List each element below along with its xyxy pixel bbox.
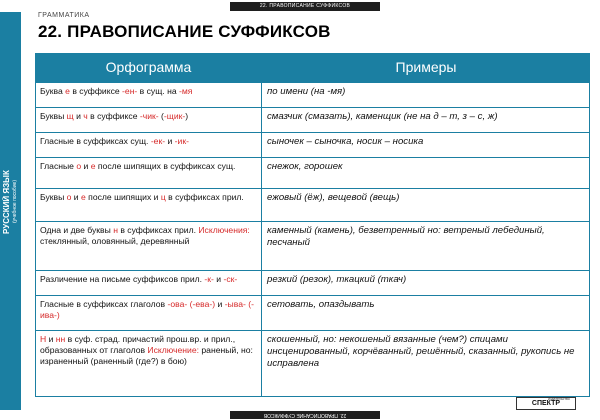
side-title — [3, 152, 19, 252]
table-row — [36, 271, 589, 296]
rule-text: в сущ. на — [137, 86, 179, 96]
table-header — [36, 54, 589, 83]
rule-text: в суффиксе — [69, 86, 123, 96]
example-cell: ежовый (ёж), вещевой (вещь) — [267, 192, 400, 203]
header-orthogram: Орфограмма — [105, 59, 192, 75]
highlight-text: е — [65, 86, 70, 96]
table-row — [36, 222, 589, 271]
table-row — [36, 158, 589, 189]
rule-text: и — [46, 334, 56, 344]
bottom-chart-label: 22. ПРАВОПИСАНИЕ СУФФИКСОВ — [230, 411, 380, 419]
rule-text: стеклянный, оловянный, деревянный — [40, 235, 190, 246]
highlight-text: -чик- — [139, 111, 159, 121]
highlight-text: о — [66, 192, 72, 202]
rule-text: и — [73, 111, 84, 121]
rule-text: и — [81, 161, 91, 171]
highlight-text: нн — [55, 334, 66, 344]
rule-cell — [40, 192, 257, 203]
table-row — [36, 133, 589, 158]
highlight-text: -ек- — [150, 136, 166, 146]
rule-cell — [40, 136, 257, 147]
rule-text: Различение на письме суффиксов прил. — [40, 274, 205, 284]
highlight-text: щ — [66, 111, 74, 121]
highlight-text: -щик- — [163, 111, 186, 121]
highlight-text: ц — [160, 192, 166, 202]
example-cell: смазчик (смазать), каменщик (не на д – т, з – с, ж) — [267, 111, 498, 122]
table-row — [36, 296, 589, 331]
rule-cell — [40, 299, 257, 321]
top-chart-label: 22. ПРАВОПИСАНИЕ СУФФИКСОВ — [230, 2, 380, 11]
exception-label: Исключение: — [147, 344, 199, 355]
rule-text: и — [213, 274, 224, 284]
rule-text: в суффиксах прил. — [165, 192, 244, 202]
rule-cell — [40, 225, 257, 247]
exception-label: Исключения: — [198, 225, 250, 235]
rule-cell — [40, 111, 257, 122]
example-cell: снежок, горошек — [267, 161, 343, 172]
highlight-text: -ен- — [122, 86, 138, 96]
rule-text: и — [215, 299, 225, 309]
rule-text: и — [165, 136, 175, 146]
rule-text: Буква — [40, 86, 66, 96]
rule-text: в суф. страд. причастий прош.вр. и прил., образованных от глаголов — [40, 334, 236, 355]
suffix-table — [35, 53, 590, 397]
rule-text: и — [71, 192, 81, 202]
highlight-text: ч — [83, 111, 88, 121]
rule-text: после шипящих и — [85, 192, 161, 202]
example-cell: сыночек – сыночка, носик – носика — [267, 136, 424, 147]
rule-text: Гласные в суффиксах глаголов — [40, 299, 168, 309]
highlight-text: е — [90, 161, 96, 171]
example-cell: сетовать, опаздывать — [267, 299, 375, 310]
highlight-text: Н — [40, 334, 47, 344]
highlight-text: -ик- — [174, 136, 189, 146]
example-cell: по имени (на -мя) — [267, 86, 346, 97]
rule-text: Гласные в суффиксах сущ. — [40, 136, 151, 146]
side-subtitle: (учебное пособие) — [12, 180, 18, 224]
highlight-text: е — [81, 192, 86, 202]
rule-text: раненый, но: израненный (раненный (где?) в бою) — [40, 344, 253, 366]
highlight-text: -к- — [204, 274, 214, 284]
rule-text: Одна и две буквы — [40, 225, 114, 235]
page-title: 22. ПРАВОПИСАНИЕ СУФФИКСОВ — [38, 22, 331, 41]
example-cell: резкий (резок), ткацкий (ткач) — [267, 274, 407, 285]
table-row — [36, 83, 589, 108]
rule-cell — [40, 334, 257, 366]
publisher-logo: СПЕКТР — [516, 397, 576, 410]
side-band — [0, 12, 21, 410]
highlight-text: -мя — [179, 86, 193, 96]
highlight-text: о — [76, 161, 82, 171]
rule-text: после шипящих в суффиксах сущ. — [95, 161, 236, 171]
rule-text: ( — [158, 111, 164, 121]
side-title-text: РУССКИЙ ЯЗЫК — [2, 170, 11, 234]
rule-text: ) — [185, 111, 189, 121]
header-examples: Примеры — [395, 59, 457, 75]
example-cell: скошенный, но: некошеный вязанные (чем?) спицами инсценированный, корчёванный, решённый, сказанный, рукопись не исправлена — [267, 334, 575, 369]
rule-text: в суффиксах прил. — [117, 225, 199, 235]
subject-label: ГРАММАТИКА — [38, 12, 90, 19]
example-cell: каменный (камень), безветренный но: ветреный лебединый, песчаный — [267, 225, 545, 248]
publisher-note: издательство — [548, 397, 570, 401]
highlight-text: -ск- — [223, 274, 238, 284]
rule-text: в суффиксе — [87, 111, 140, 121]
rule-cell — [40, 86, 257, 97]
highlight-text: -ова- (-ева-) — [167, 299, 216, 309]
highlight-text: -ыва- (-ива-) — [40, 299, 254, 320]
table-row — [36, 331, 589, 397]
table-row — [36, 108, 589, 133]
highlight-text: н — [113, 225, 118, 235]
rule-text: Гласные — [40, 161, 77, 171]
rule-cell — [40, 161, 257, 172]
table-row — [36, 189, 589, 222]
top-bar — [0, 0, 600, 12]
rule-text: Буквы — [40, 111, 67, 121]
rule-cell — [40, 274, 257, 285]
rule-text: Буквы — [40, 192, 67, 202]
bottom-bar — [0, 410, 600, 420]
